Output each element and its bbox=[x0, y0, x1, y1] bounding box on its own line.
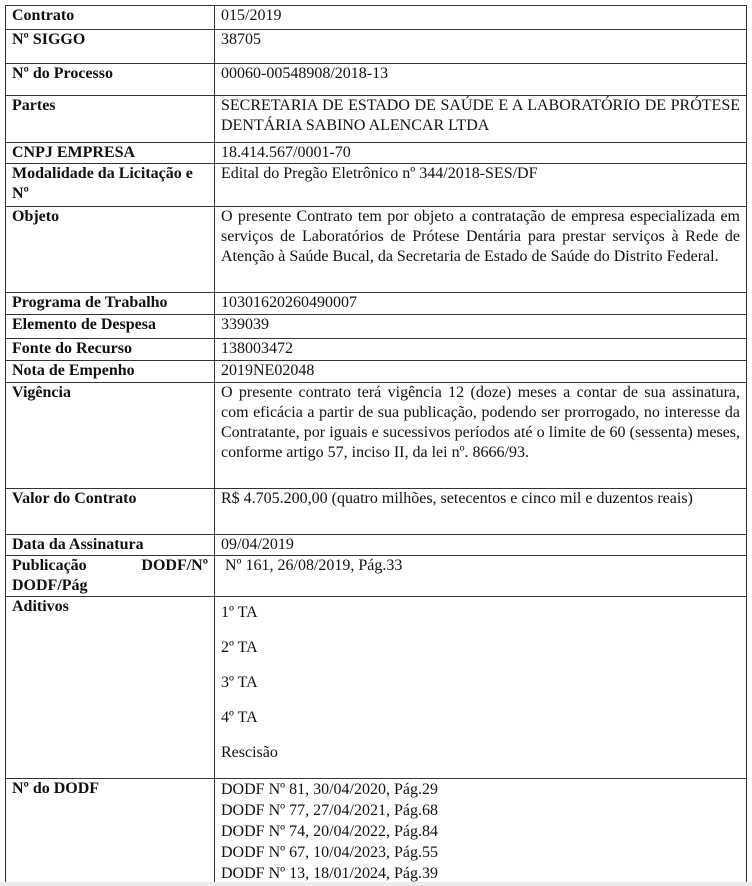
row-empenho bbox=[6, 361, 747, 383]
value-contrato: 015/2019 bbox=[215, 6, 747, 30]
row-publicacao bbox=[6, 556, 747, 597]
value-siggo: 38705 bbox=[215, 30, 747, 64]
label-programa: Programa de Trabalho bbox=[6, 293, 215, 315]
value-fonte: 138003472 bbox=[215, 339, 747, 361]
label-elemento: Elemento de Despesa bbox=[6, 315, 215, 339]
value-publicacao-text: Nº 161, 26/08/2019, Pág.33 bbox=[225, 557, 403, 574]
row-modalidade bbox=[6, 164, 747, 207]
label-assinatura: Data da Assinatura bbox=[6, 535, 215, 556]
row-vigencia bbox=[6, 383, 747, 489]
label-publicacao-b: DODF/Nº bbox=[141, 557, 208, 574]
dodf-item: DODF Nº 67, 10/04/2023, Pág.55 bbox=[221, 844, 438, 861]
row-dodf bbox=[6, 779, 747, 886]
value-partes: SECRETARIA DE ESTADO DE SAÚDE E A LABORATÓRIO DE PRÓTESE DENTÁRIA SABINO ALENCAR LTDA bbox=[215, 96, 747, 143]
label-dodf: Nº do DODF bbox=[6, 779, 215, 886]
label-publicacao-a: Publicação bbox=[12, 557, 87, 574]
row-cnpj bbox=[6, 143, 747, 164]
aditivo-item: 1º TA bbox=[221, 604, 258, 621]
label-vigencia: Vigência bbox=[6, 383, 215, 489]
label-valor: Valor do Contrato bbox=[6, 489, 215, 535]
value-elemento: 339039 bbox=[215, 315, 747, 339]
aditivo-item: Rescisão bbox=[221, 744, 278, 761]
dodf-item: DODF Nº 74, 20/04/2022, Pág.84 bbox=[221, 823, 438, 840]
value-dodf bbox=[215, 779, 747, 886]
row-partes bbox=[6, 96, 747, 143]
label-publicacao-line1 bbox=[12, 556, 208, 576]
value-cnpj: 18.414.567/0001-70 bbox=[215, 143, 747, 164]
row-contrato bbox=[6, 6, 747, 30]
value-vigencia: O presente contrato terá vigência 12 (doze) meses a contar de sua assinatura, com eficácia a partir de sua publicação, podendo ser prorrogado, no interesse da Contratante, por iguais e sucessivos períodos até o limite de 60 (sessenta) meses, conforme artigo 57, inciso II, da lei nº. 8666/93. bbox=[215, 383, 747, 489]
aditivo-item: 4º TA bbox=[221, 709, 258, 726]
value-valor: R$ 4.705.200,00 (quatro milhões, setecentos e cinco mil e duzentos reais) bbox=[215, 489, 747, 535]
aditivo-item: 2º TA bbox=[221, 639, 258, 656]
contract-summary bbox=[5, 5, 747, 886]
aditivo-item: 3º TA bbox=[221, 674, 258, 691]
label-publicacao bbox=[6, 556, 215, 597]
row-elemento bbox=[6, 315, 747, 339]
label-publicacao-c: DODF/Pág bbox=[12, 577, 88, 594]
label-modalidade: Modalidade da Licitação e Nº bbox=[6, 164, 215, 207]
bottom-strip bbox=[0, 882, 752, 886]
label-aditivos: Aditivos bbox=[6, 597, 215, 779]
label-partes: Partes bbox=[6, 96, 215, 143]
value-empenho: 2019NE02048 bbox=[215, 361, 747, 383]
label-contrato: Contrato bbox=[6, 6, 215, 30]
value-modalidade: Edital do Pregão Eletrônico nº 344/2018-SES/DF bbox=[215, 164, 747, 207]
value-objeto: O presente Contrato tem por objeto a contratação de empresa especializada em serviços de Laboratórios de Prótese Dentária para prestar serviços à Rede de Atenção à Saúde Bucal, da Secretaria de Estado de Saúde do Distrito Federal. bbox=[215, 207, 747, 293]
row-processo bbox=[6, 64, 747, 96]
row-valor bbox=[6, 489, 747, 535]
row-aditivos bbox=[6, 597, 747, 779]
label-empenho: Nota de Empenho bbox=[6, 361, 215, 383]
label-fonte: Fonte do Recurso bbox=[6, 339, 215, 361]
label-siggo: Nº SIGGO bbox=[6, 30, 215, 64]
row-siggo bbox=[6, 30, 747, 64]
value-publicacao bbox=[215, 556, 747, 597]
dodf-item: DODF Nº 77, 27/04/2021, Pág.68 bbox=[221, 802, 438, 819]
value-aditivos bbox=[215, 597, 747, 779]
value-assinatura: 09/04/2019 bbox=[215, 535, 747, 556]
dodf-item: DODF Nº 81, 30/04/2020, Pág.29 bbox=[221, 781, 438, 798]
label-objeto: Objeto bbox=[6, 207, 215, 293]
row-assinatura bbox=[6, 535, 747, 556]
row-objeto bbox=[6, 207, 747, 293]
value-programa: 10301620260490007 bbox=[215, 293, 747, 315]
row-programa bbox=[6, 293, 747, 315]
contract-table bbox=[5, 5, 747, 886]
label-cnpj: CNPJ EMPRESA bbox=[6, 143, 215, 164]
dodf-item: DODF Nº 13, 18/01/2024, Pág.39 bbox=[221, 865, 438, 882]
label-processo: Nº do Processo bbox=[6, 64, 215, 96]
row-fonte bbox=[6, 339, 747, 361]
value-processo: 00060-00548908/2018-13 bbox=[215, 64, 747, 96]
